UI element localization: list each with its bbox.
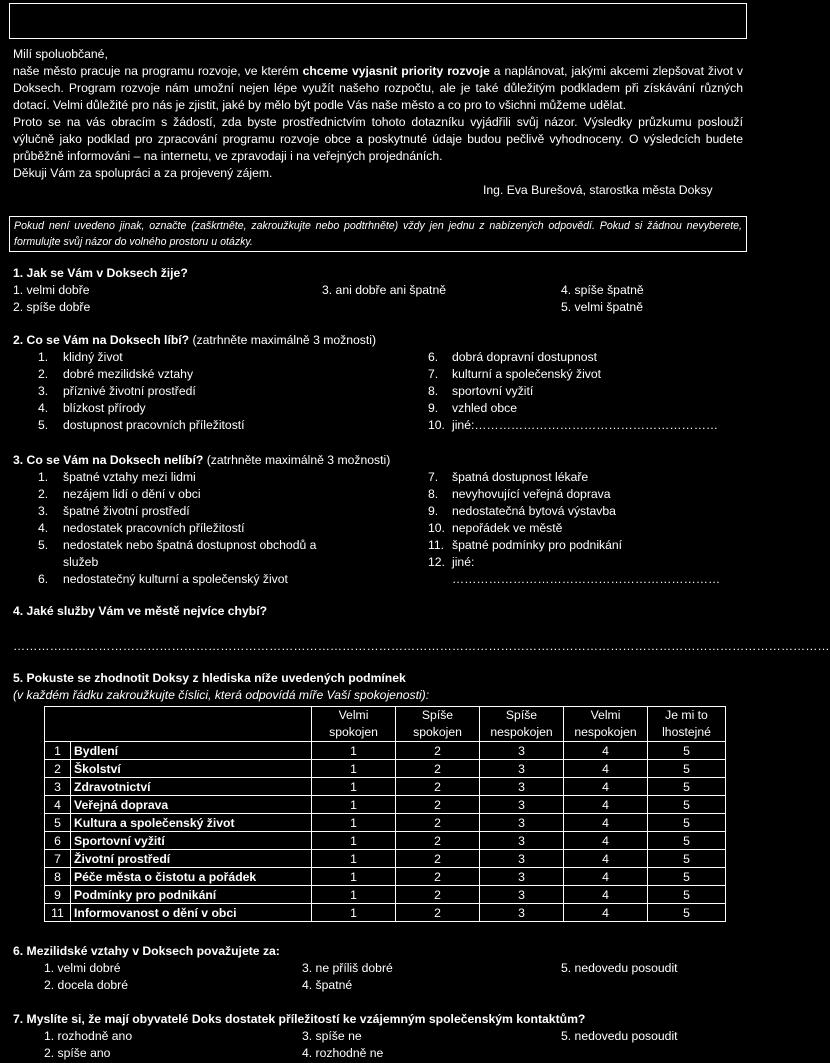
intro-paragraph-1 [13, 63, 743, 114]
row-number: 8 [45, 868, 71, 886]
q3-heading [13, 452, 390, 469]
rating-option[interactable]: 3 [480, 832, 564, 850]
rating-option[interactable]: 4 [564, 796, 648, 814]
rating-option[interactable]: 3 [480, 760, 564, 778]
rating-option[interactable]: 1 [312, 868, 396, 886]
row-category: Kultura a společenský život [71, 814, 312, 832]
rating-option[interactable]: 4 [564, 760, 648, 778]
q7-title: 7. Myslíte si, že mají obyvatelé Doks dostatek příležitostí ke vzájemným společenským kontaktům? [13, 1012, 586, 1026]
rating-option[interactable]: 1 [312, 814, 396, 832]
rating-option[interactable]: 3 [480, 742, 564, 760]
instructions-note: Pokud není uvedeno jinak, označte (zaškrtněte, zakroužkujte nebo podtrhněte) vždy jen jednu z nabízených odpovědí. Pokud si žádnou nevyberete, formulujte svůj názor do volného prostoru u otázky. [9, 216, 747, 252]
rating-option[interactable]: 3 [480, 904, 564, 922]
rating-option[interactable]: 3 [480, 886, 564, 904]
q3-right-number: 7. [428, 470, 439, 484]
q3-left-option[interactable]: nedostatek pracovních příležitostí [63, 521, 245, 535]
row-number: 11 [45, 904, 71, 922]
rating-option[interactable]: 4 [564, 850, 648, 868]
intro-letter [13, 46, 743, 182]
rating-option[interactable]: 2 [396, 850, 480, 868]
q2-left-option[interactable]: dobré mezilidské vztahy [63, 367, 194, 381]
table-row [45, 868, 726, 886]
table-row [45, 850, 726, 868]
q3-right-number: 8. [428, 487, 439, 501]
rating-option[interactable]: 3 [480, 796, 564, 814]
rating-option[interactable]: 1 [312, 742, 396, 760]
rating-option[interactable]: 3 [480, 814, 564, 832]
table-row [45, 886, 726, 904]
q1-option-1[interactable]: 1. velmi dobře [13, 283, 90, 297]
q4-answer-line[interactable]: ………………………………………………………………………………………………………………………………………………………………………………… [13, 639, 830, 653]
table-row [45, 904, 726, 922]
row-number: 5 [45, 814, 71, 832]
row-category: Životní prostředí [71, 850, 312, 868]
rating-option[interactable]: 5 [648, 778, 726, 796]
rating-option[interactable]: 5 [648, 850, 726, 868]
q3-left-option[interactable]: nedostatek nebo špatná dostupnost obchodů a [63, 538, 317, 552]
rating-option[interactable]: 4 [564, 832, 648, 850]
q3-left-number: 4. [38, 521, 49, 535]
rating-option[interactable]: 4 [564, 904, 648, 922]
rating-option[interactable]: 4 [564, 886, 648, 904]
rating-option[interactable]: 2 [396, 886, 480, 904]
rating-option[interactable]: 1 [312, 796, 396, 814]
rating-option[interactable]: 5 [648, 904, 726, 922]
q2-heading [13, 332, 376, 349]
rating-option[interactable]: 4 [564, 814, 648, 832]
rating-option[interactable]: 4 [564, 742, 648, 760]
header-rather-satisfied: Spíše spokojen [396, 707, 480, 742]
q1-option-4[interactable]: 4. spíše špatně [561, 283, 644, 297]
q2-right-number: 10. [428, 418, 445, 432]
q7-option-2[interactable]: 2. spíše ano [44, 1046, 111, 1060]
table-row [45, 832, 726, 850]
row-category: Péče města o čistotu a pořádek [71, 868, 312, 886]
row-number: 9 [45, 886, 71, 904]
q5-title: 5. Pokuste se zhodnotit Doksy z hlediska níže uvedených podmínek [13, 671, 406, 685]
table-header-blank [45, 707, 312, 742]
q3-left-option[interactable]: špatné životní prostředí [63, 504, 190, 518]
intro-emphasis: chceme vyjasnit priority rozvoje [302, 64, 490, 78]
q3-left-number: 6. [38, 572, 49, 586]
header-very-dissatisfied: Velmi nespokojen [564, 707, 648, 742]
rating-option[interactable]: 2 [396, 760, 480, 778]
q2-title: 2. Co se Vám na Doksech líbí? [13, 333, 190, 347]
q6-option-2[interactable]: 2. docela dobré [44, 978, 129, 992]
row-number: 7 [45, 850, 71, 868]
header-indifferent: Je mi to lhostejné [648, 707, 726, 742]
rating-option[interactable]: 3 [480, 778, 564, 796]
q3-left-number: 1. [38, 470, 49, 484]
q3-right-number: 12. [428, 555, 445, 569]
rating-option[interactable]: 4 [564, 778, 648, 796]
q7-option-3[interactable]: 3. spíše ne [302, 1029, 362, 1043]
table-header-row [45, 707, 726, 742]
title-box [9, 3, 747, 39]
row-number: 3 [45, 778, 71, 796]
intro-paragraph-2: Proto se na vás obracím s žádostí, zda byste prostřednictvím tohoto dotazníku vyjádřili svůj názor. Výsledky průzkumu poslouží výlučně jako podklad pro zpracování programu rozvoje obce a poskytnuté údaje budou pečlivě vyhodnoceny. O výsledcích budete průběžně informováni – na internetu, ve zpravodaji i na veřejných projednáních. [13, 115, 743, 163]
q5-subtitle: (v každém řádku zakroužkujte číslici, která odpovídá míře Vaší spokojenosti): [13, 688, 430, 702]
q3-hint: (zatrhněte maximálně 3 možnosti) [203, 453, 391, 467]
rating-option[interactable]: 4 [564, 868, 648, 886]
row-category: Zdravotnictví [71, 778, 312, 796]
table-row [45, 814, 726, 832]
q6-option-4[interactable]: 4. špatné [302, 978, 353, 992]
greeting: Milí spoluobčané, [13, 47, 108, 61]
q3-left-number: 3. [38, 504, 49, 518]
rating-option[interactable]: 1 [312, 904, 396, 922]
header-rather-dissatisfied: Spíše nespokojen [480, 707, 564, 742]
q3-left-option[interactable]: služeb [63, 555, 99, 569]
row-number: 1 [45, 742, 71, 760]
intro-paragraph-3: Děkuji Vám za spolupráci a za projevený zájem. [13, 166, 273, 180]
table-row [45, 778, 726, 796]
rating-option[interactable]: 2 [396, 868, 480, 886]
row-category: Bydlení [71, 742, 312, 760]
row-number: 2 [45, 760, 71, 778]
q1-option-5[interactable]: 5. velmi špatně [561, 300, 643, 314]
q2-right-option[interactable]: dobrá dopravní dostupnost [452, 350, 598, 364]
q3-right-option[interactable]: špatná dostupnost lékaře [452, 470, 589, 484]
q3-left-number: 2. [38, 487, 49, 501]
q2-left-option[interactable]: klidný život [63, 350, 123, 364]
q2-right-number: 8. [428, 384, 439, 398]
q3-right-option[interactable]: špatné podmínky pro podnikání [452, 538, 623, 552]
row-category: Školství [71, 760, 312, 778]
rating-option[interactable]: 2 [396, 796, 480, 814]
table-row [45, 742, 726, 760]
rating-option[interactable]: 5 [648, 832, 726, 850]
q3-right-option[interactable]: jiné: [452, 555, 475, 569]
q2-hint: (zatrhněte maximálně 3 možnosti) [189, 333, 377, 347]
rating-option[interactable]: 2 [396, 742, 480, 760]
q2-right-number: 7. [428, 367, 439, 381]
q2-right-option[interactable]: jiné:…………………………………………………… [452, 418, 719, 432]
satisfaction-table [44, 706, 726, 922]
q2-left-number: 1. [38, 350, 49, 364]
rating-option[interactable]: 2 [396, 778, 480, 796]
q2-left-option[interactable]: blízkost přírody [63, 401, 146, 415]
header-very-satisfied: Velmi spokojen [312, 707, 396, 742]
q3-right-number: 11. [428, 538, 445, 552]
row-category: Sportovní vyžití [71, 832, 312, 850]
q3-right-option[interactable]: nevyhovující veřejná doprava [452, 487, 611, 501]
q6-title: 6. Mezilidské vztahy v Doksech považujete za: [13, 944, 280, 958]
q6-option-1[interactable]: 1. velmi dobré [44, 961, 121, 975]
rating-option[interactable]: 3 [480, 850, 564, 868]
rating-option[interactable]: 5 [648, 814, 726, 832]
q1-option-2[interactable]: 2. spíše dobře [13, 300, 91, 314]
q2-right-option[interactable]: vzhled obce [452, 401, 518, 415]
q3-right-number: 9. [428, 504, 439, 518]
table-row [45, 760, 726, 778]
row-number: 6 [45, 832, 71, 850]
rating-option[interactable]: 1 [312, 778, 396, 796]
q2-left-number: 3. [38, 384, 49, 398]
q2-left-number: 2. [38, 367, 49, 381]
rating-option[interactable]: 5 [648, 760, 726, 778]
row-category: Informovanost o dění v obci [71, 904, 312, 922]
rating-option[interactable]: 3 [480, 868, 564, 886]
q7-option-4[interactable]: 4. rozhodně ne [302, 1046, 384, 1060]
rating-option[interactable]: 5 [648, 796, 726, 814]
rating-option[interactable]: 2 [396, 904, 480, 922]
q6-option-5[interactable]: 5. nedovedu posoudit [561, 961, 678, 975]
row-category: Podmínky pro podnikání [71, 886, 312, 904]
rating-option[interactable]: 1 [312, 832, 396, 850]
q7-option-1[interactable]: 1. rozhodně ano [44, 1029, 133, 1043]
rating-option[interactable]: 2 [396, 814, 480, 832]
q1-option-3[interactable]: 3. ani dobře ani špatně [322, 283, 446, 297]
q2-left-number: 5. [38, 418, 49, 432]
rating-option[interactable]: 2 [396, 832, 480, 850]
rating-option[interactable]: 1 [312, 760, 396, 778]
q1-title: 1. Jak se Vám v Doksech žije? [13, 266, 188, 280]
q3-right-option[interactable]: nepořádek ve městě [452, 521, 563, 535]
row-number: 4 [45, 796, 71, 814]
q3-right-number: 10. [428, 521, 445, 535]
q6-option-3[interactable]: 3. ne příliš dobré [302, 961, 393, 975]
q2-right-option[interactable]: sportovní vyžití [452, 384, 534, 398]
q3-right-option[interactable]: ………………………………………………………… [452, 572, 721, 586]
rating-option[interactable]: 5 [648, 742, 726, 760]
signature: Ing. Eva Burešová, starostka města Doksy [483, 183, 713, 197]
row-category: Veřejná doprava [71, 796, 312, 814]
q4-title: 4. Jaké služby Vám ve městě nejvíce chybí? [13, 604, 268, 618]
q2-right-number: 9. [428, 401, 439, 415]
rating-option[interactable]: 1 [312, 850, 396, 868]
rating-option[interactable]: 1 [312, 886, 396, 904]
rating-option[interactable]: 5 [648, 886, 726, 904]
rating-option[interactable]: 5 [648, 868, 726, 886]
q2-left-number: 4. [38, 401, 49, 415]
q3-title: 3. Co se Vám na Doksech nelíbí? [13, 453, 204, 467]
q7-option-5[interactable]: 5. nedovedu posoudit [561, 1029, 678, 1043]
q3-left-option[interactable]: špatné vztahy mezi lidmi [63, 470, 196, 484]
q3-left-number: 5. [38, 538, 49, 552]
q3-left-option[interactable]: nezájem lidí o dění v obci [63, 487, 201, 501]
q2-right-number: 6. [428, 350, 439, 364]
q2-left-option[interactable]: dostupnost pracovních příležitostí [63, 418, 245, 432]
intro-text: a naplánovat, jakými akcemi zlepšovat život v Doksech. Program rozvoje nám umožní nejen lépe využít našeho rozpočtu, ale je také důležitým podkladem při získávání různých dotací. Velmi důležité pro nás je zjistit, jaké by mělo být podle Vás naše město a co pro to všichni můžeme udělat. [13, 64, 744, 112]
intro-text: naše město pracuje na programu rozvoje, ve kterém [13, 64, 303, 78]
q3-left-option[interactable]: nedostatečný kulturní a společenský život [63, 572, 288, 586]
q2-left-option[interactable]: příznivé životní prostředí [63, 384, 196, 398]
table-row [45, 796, 726, 814]
q2-right-option[interactable]: kulturní a společenský život [452, 367, 602, 381]
q3-right-option[interactable]: nedostatečná bytová výstavba [452, 504, 616, 518]
